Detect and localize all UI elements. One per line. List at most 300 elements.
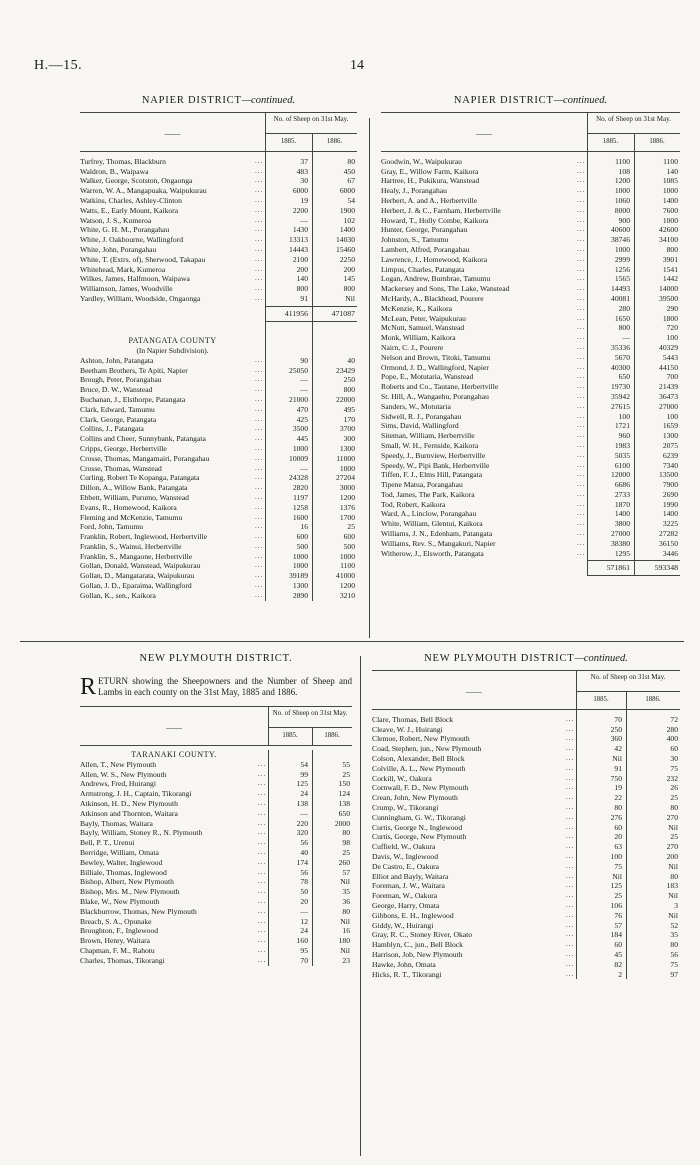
owner-name: Andrews, Fred, Huirangi: [80, 779, 156, 789]
sheep-1886: 3901: [662, 254, 678, 264]
sheep-1885: 800: [618, 323, 630, 333]
leader-dots: ...: [577, 538, 586, 547]
sheep-1886: 270: [666, 812, 678, 822]
year-1885: 1885.: [282, 731, 298, 739]
leader-dots: ...: [255, 434, 264, 443]
sheep-1885: 1983: [614, 440, 630, 450]
owner-name: Warren, W. A., Mangapuaka, Waipukurau: [80, 186, 207, 196]
owner-name: Hunter, George, Porangahau: [381, 225, 468, 235]
leader-dots: ...: [255, 424, 264, 433]
sheep-1885: 2820: [292, 483, 308, 493]
sheep-1886: 2000: [334, 818, 350, 828]
table-row: [372, 715, 680, 725]
owner-name: Evans, R., Homewood, Kaikora: [80, 502, 177, 512]
sheep-1885: —: [300, 808, 308, 818]
sheep-1886: 27204: [336, 473, 355, 483]
leader-dots: ...: [577, 303, 586, 312]
sheep-1886: 80: [670, 871, 678, 881]
table-row: [372, 764, 680, 774]
leader-dots: ...: [566, 900, 575, 909]
sheep-1886: 650: [338, 808, 350, 818]
owner-name: White, John, Porangahau: [80, 244, 157, 254]
sheep-1885: 100: [610, 851, 622, 861]
owner-name: Curtis, George N., Inglewood: [372, 822, 463, 832]
sheep-1886: Nil: [340, 945, 350, 955]
table-row: [372, 842, 680, 852]
sheep-1886: 11000: [336, 453, 355, 463]
owner-name: White, J. Oakbourne, Wallingford: [80, 235, 184, 245]
owner-name: Whitehead, Mark, Kumeroa: [80, 264, 166, 274]
leader-dots: ...: [577, 431, 586, 440]
sheep-1886: 15460: [336, 244, 355, 254]
leader-dots: ...: [577, 421, 586, 430]
header-dash: ——: [164, 128, 181, 138]
table-row: [80, 513, 357, 523]
sheep-1886: 40329: [659, 342, 678, 352]
sheep-1885: 3500: [292, 424, 308, 434]
table-row: [372, 970, 680, 980]
owner-name: Logan, Andrew, Burnbrae, Tamumu: [381, 274, 491, 284]
sheep-1886: 200: [666, 851, 678, 861]
table-row: [372, 891, 680, 901]
sheep-1886: 3700: [339, 424, 355, 434]
leader-dots: ...: [577, 499, 586, 508]
return-intro: [80, 673, 352, 700]
sheep-1885: 91: [614, 763, 622, 773]
owner-name: Dillon, A., Willow Bank, Patangata: [80, 483, 188, 493]
sheep-1885: 3800: [614, 519, 630, 529]
owner-name: Lambert, Alfred, Porangahau: [381, 244, 470, 254]
col-header: No. of Sheep on 31st May.: [596, 114, 671, 123]
sheep-1886: 36: [342, 896, 350, 906]
table-row: [372, 832, 680, 842]
sheep-1885: 1565: [614, 274, 630, 284]
sheep-1886: Nil: [668, 910, 678, 920]
sheep-1886: 7340: [662, 460, 678, 470]
owner-name: Clark, Edward, Tamumu: [80, 404, 155, 414]
year-1886: 1886.: [645, 695, 661, 703]
owner-name: St. Hill, A., Wangaehu, Porangahau: [381, 391, 489, 401]
table-row: [381, 402, 680, 412]
leader-dots: ...: [566, 763, 575, 772]
leader-dots: ...: [577, 176, 586, 185]
sheep-1885: 70: [614, 714, 622, 724]
owner-name: Armstrong, J. H., Captain, Tikorangi: [80, 789, 192, 799]
leader-dots: ...: [255, 551, 264, 560]
leader-dots: ...: [255, 235, 264, 244]
owner-name: George, Harry, Omata: [372, 900, 440, 910]
header-dash: ——: [476, 128, 492, 138]
owner-name: Gray, R. C., Stoney River, Okato: [372, 930, 473, 940]
leader-dots: ...: [258, 808, 267, 817]
sheep-1885: 8000: [614, 205, 630, 215]
leader-dots: ...: [258, 769, 267, 778]
leader-dots: ...: [258, 857, 267, 866]
table-row: [80, 395, 357, 405]
sheep-1885: —: [300, 463, 308, 473]
leader-dots: ...: [255, 590, 264, 599]
sheep-1886: 40: [347, 355, 355, 365]
leader-dots: ...: [255, 274, 264, 283]
sheep-1886: 36473: [659, 391, 678, 401]
leader-dots: ...: [577, 352, 586, 361]
sheep-1886: 41000: [336, 571, 355, 581]
sheep-1886: 290: [666, 303, 678, 313]
leader-dots: ...: [255, 254, 264, 263]
table-row: [80, 946, 352, 956]
table-row: [381, 431, 680, 441]
leader-dots: ...: [255, 404, 264, 413]
sheep-1885: 2999: [614, 254, 630, 264]
sheep-1886: Nil: [668, 861, 678, 871]
leader-dots: ...: [255, 571, 264, 580]
leader-dots: ...: [255, 492, 264, 501]
sheep-1885: 56: [300, 867, 308, 877]
table-row: [80, 415, 357, 425]
sheep-1885: 1060: [614, 195, 630, 205]
leader-dots: ...: [258, 838, 267, 847]
sheep-1885: 19: [300, 195, 308, 205]
table-row: [80, 157, 357, 167]
col-header: No. of Sheep on 31st May.: [272, 708, 348, 717]
sheep-1886: Nil: [340, 877, 350, 887]
sheep-1886: 42600: [659, 225, 678, 235]
total-1886: 593348: [654, 563, 678, 573]
sheep-1886: 21439: [659, 382, 678, 392]
leader-dots: ...: [566, 930, 575, 939]
leader-dots: ...: [258, 759, 267, 768]
header-rule: [265, 133, 357, 134]
sheep-1885: 12000: [611, 470, 630, 480]
table-row: [381, 441, 680, 451]
table-row: [80, 235, 357, 245]
sheep-1885: 20: [300, 896, 308, 906]
table-row: [372, 872, 680, 882]
owner-name: McLean, Peter, Waipukurau: [381, 313, 466, 323]
sheep-1886: 183: [666, 881, 678, 891]
sheep-1886: 1700: [339, 512, 355, 522]
sheep-1886: 80: [670, 802, 678, 812]
owner-name: Harrison, Job, New Plymouth: [372, 949, 463, 959]
sheep-1885: 6000: [292, 186, 308, 196]
table-row: [80, 799, 352, 809]
leader-dots: ...: [577, 372, 586, 381]
sheep-1885: 1295: [614, 548, 630, 558]
owner-name: Hicks, R. T., Tikorangi: [372, 969, 442, 979]
table-row: [381, 245, 680, 255]
owner-name: Berridge, William, Omata: [80, 847, 159, 857]
sheep-1886: 3210: [339, 590, 355, 600]
sheep-1885: 1600: [292, 512, 308, 522]
table-row: [80, 542, 357, 552]
table-row: [80, 245, 357, 255]
leader-dots: ...: [255, 414, 264, 423]
leader-dots: ...: [566, 949, 575, 958]
sheep-1885: 24: [300, 789, 308, 799]
table-row: [381, 382, 680, 392]
sheep-1885: 280: [618, 303, 630, 313]
sheep-1885: 320: [296, 828, 308, 838]
owner-name: Colville, A. L., New Plymouth: [372, 763, 466, 773]
table-row: [381, 186, 680, 196]
owner-name: Colson, Alexander, Bell Block: [372, 753, 465, 763]
leader-dots: ...: [577, 313, 586, 322]
owner-name: Cripps, George, Herbertville: [80, 443, 167, 453]
table-header: [381, 112, 680, 152]
sheep-1886: 270: [666, 842, 678, 852]
table-row: [80, 552, 357, 562]
sheep-1886: 80: [342, 828, 350, 838]
table-row: [381, 363, 680, 373]
owner-name: Speedy, W., Pipi Bank, Herbertville: [381, 460, 490, 470]
table-row: [80, 571, 357, 581]
leader-dots: ...: [258, 847, 267, 856]
leader-dots: ...: [255, 156, 264, 165]
leader-dots: ...: [258, 818, 267, 827]
table-row: [80, 789, 352, 799]
sheep-1886: 23: [342, 955, 350, 965]
sheep-1885: 750: [610, 773, 622, 783]
sheep-1886: 13500: [659, 470, 678, 480]
sheep-1886: 720: [666, 323, 678, 333]
new-plymouth-left-column: [80, 654, 352, 966]
owner-name: White, T. (Extrs. of), Sherwood, Takapau: [80, 254, 206, 264]
sheep-1886: 80: [342, 906, 350, 916]
sheep-1886: Nil: [340, 916, 350, 926]
sheep-1886: Nil: [668, 822, 678, 832]
section-title-continued: —continued.: [241, 95, 296, 106]
owner-name: Collins, J., Patangata: [80, 424, 144, 434]
leader-dots: ...: [255, 355, 264, 364]
table-body: [372, 710, 680, 980]
sheep-1885: 1256: [614, 264, 630, 274]
leader-dots: ...: [577, 342, 586, 351]
year-1886: 1886.: [324, 731, 340, 739]
sheep-1885: 57: [614, 920, 622, 930]
owner-name: Bayly, William, Stoney R., N. Plymouth: [80, 828, 203, 838]
sheep-1886: 170: [343, 414, 355, 424]
leader-dots: ...: [258, 906, 267, 915]
owner-name: Cunningham, G. W., Tikorangi: [372, 812, 466, 822]
leader-dots: ...: [255, 385, 264, 394]
sheep-1886: 57: [342, 867, 350, 877]
table-row: [381, 343, 680, 353]
table-row: [381, 519, 680, 529]
sheep-1885: —: [300, 906, 308, 916]
sheep-1885: 2733: [614, 489, 630, 499]
owner-name: Hawke, John, Omata: [372, 959, 436, 969]
sheep-1886: 22000: [336, 394, 355, 404]
table-row: [381, 157, 680, 167]
totals-row: [587, 560, 680, 576]
leader-dots: ...: [566, 959, 575, 968]
owner-name: McNutt, Samuel, Wanstead: [381, 323, 465, 333]
sheep-1886: 1400: [662, 195, 678, 205]
table-row: [381, 314, 680, 324]
owner-name: Billiale, Thomas, Inglewood: [80, 867, 167, 877]
header-dash: ——: [466, 686, 482, 696]
sheep-1886: 35: [670, 930, 678, 940]
sheep-1886: 72: [670, 714, 678, 724]
sheep-1885: 90: [300, 355, 308, 365]
county-heading: TARANAKI COUNTY.: [131, 749, 217, 759]
sheep-1886: 25: [670, 832, 678, 842]
table-row: [80, 868, 352, 878]
sheep-1886: 495: [343, 404, 355, 414]
leader-dots: ...: [566, 940, 575, 949]
sheep-1885: 2: [618, 969, 622, 979]
table-row: [372, 754, 680, 764]
sheep-1885: 56: [300, 838, 308, 848]
sheep-1885: 1870: [614, 499, 630, 509]
owner-name: Gollan, Donald, Wanstead, Waipukurau: [80, 561, 201, 571]
napier-left-column: [80, 96, 357, 601]
owner-name: Fleming and McKenzie, Tamumu: [80, 512, 183, 522]
owner-name: Gollan, D., Mangatarata, Waipukurau: [80, 571, 195, 581]
leader-dots: ...: [577, 519, 586, 528]
owner-name: Bruce, D. W., Wanstead: [80, 385, 153, 395]
owner-name: Bell, P. T., Urenui: [80, 838, 135, 848]
leader-dots: ...: [255, 284, 264, 293]
table-row: [381, 333, 680, 343]
owner-name: Watkins, Charles, Ashley-Clinton: [80, 195, 182, 205]
sheep-1885: Nil: [612, 871, 622, 881]
owner-name: Cornwall, F. D., New Plymouth: [372, 783, 469, 793]
intro-text: ETURN showing the Sheepowners and the Number of Sheep and Lambs in each county on the 31st May, 1885 and 1886.: [98, 675, 352, 697]
section-title-continued: —continued.: [553, 95, 608, 106]
owner-name: Foreman, W., Oakura: [372, 891, 438, 901]
sheep-1885: 125: [296, 779, 308, 789]
table-row: [381, 392, 680, 402]
sheep-1885: 108: [618, 166, 630, 176]
table-row: [381, 490, 680, 500]
sheep-1886: 124: [338, 789, 350, 799]
sheep-1885: 1300: [292, 581, 308, 591]
sheep-1886: 3225: [662, 519, 678, 529]
sheep-1885: 25: [614, 891, 622, 901]
table-row: [80, 176, 357, 186]
sheep-1886: 54: [347, 195, 355, 205]
sheep-1886: 6000: [339, 186, 355, 196]
owner-name: Atkinson, H. D., New Plymouth: [80, 798, 178, 808]
table-header: [80, 112, 357, 152]
sheep-1886: 5443: [662, 352, 678, 362]
sheep-1886: 1800: [662, 313, 678, 323]
sheep-1885: 2200: [292, 205, 308, 215]
table-row: [80, 454, 357, 464]
sheep-1886: 3: [674, 900, 678, 910]
table-row: [80, 366, 357, 376]
table-row: [381, 451, 680, 461]
table-row: [80, 225, 357, 235]
sheep-1886: 1300: [339, 443, 355, 453]
sheep-1885: 25050: [289, 365, 308, 375]
leader-dots: ...: [255, 443, 264, 452]
section-title-text: NAPIER DISTRICT: [141, 95, 242, 106]
table-row: [80, 255, 357, 265]
sheep-1886: 25: [342, 769, 350, 779]
sheep-1885: 40300: [611, 362, 630, 372]
sheep-1885: 500: [296, 541, 308, 551]
owner-name: Brough, Peter, Porangahau: [80, 375, 162, 385]
sheep-1886: 75: [670, 763, 678, 773]
sheep-1886: 2075: [662, 440, 678, 450]
leader-dots: ...: [577, 195, 586, 204]
county-subheading: (In Napier Subdivision).: [136, 345, 209, 355]
leader-dots: ...: [566, 881, 575, 890]
leader-dots: ...: [566, 753, 575, 762]
owner-name: Curling, Robert Te Kopanga, Patangata: [80, 473, 200, 483]
table-row: [80, 434, 357, 444]
year-1885: 1885.: [593, 695, 609, 703]
leader-dots: ...: [258, 789, 267, 798]
sheep-1886: 23429: [336, 365, 355, 375]
leader-dots: ...: [566, 783, 575, 792]
leader-dots: ...: [566, 842, 575, 851]
table-row: [381, 372, 680, 382]
leader-dots: ...: [255, 581, 264, 590]
owner-name: Gollan, J. D., Eparaima, Wallingford: [80, 581, 192, 591]
sheep-1886: 44150: [659, 362, 678, 372]
sheep-1885: 2890: [292, 590, 308, 600]
sheep-1885: 27000: [611, 529, 630, 539]
owner-name: Chapman, F. M., Rahotu: [80, 945, 155, 955]
sheep-1885: 20: [614, 832, 622, 842]
sheep-1885: 14493: [611, 284, 630, 294]
owner-name: Allen, W. S., New Plymouth: [80, 769, 167, 779]
leader-dots: ...: [258, 936, 267, 945]
leader-dots: ...: [577, 480, 586, 489]
table-row: [80, 819, 352, 829]
sheep-1886: 36150: [659, 538, 678, 548]
sheep-1885: 19730: [611, 382, 630, 392]
sheep-1885: 445: [296, 434, 308, 444]
owner-name: Williams, J. N., Edenham, Patangata: [381, 529, 493, 539]
leader-dots: ...: [255, 186, 264, 195]
leader-dots: ...: [577, 166, 586, 175]
sheep-1886: 300: [343, 434, 355, 444]
sheep-1885: 42: [614, 744, 622, 754]
owner-name: Speedy, J., Burnview, Herbertville: [381, 450, 486, 460]
leader-dots: ...: [566, 773, 575, 782]
owner-name: Yardley, William, Woodside, Ongaonga: [80, 293, 201, 303]
table-row: [80, 483, 357, 493]
owner-name: Sidwell, R. J., Porangahau: [381, 411, 462, 421]
sheep-1886: 3000: [339, 483, 355, 493]
sheep-1885: 14443: [289, 244, 308, 254]
owner-name: Witherow, J., Elsworth, Patangata: [381, 548, 484, 558]
sheep-1885: 40: [300, 847, 308, 857]
year-1886: 1886.: [326, 137, 343, 145]
leader-dots: ...: [577, 440, 586, 449]
sheep-1885: 6100: [614, 460, 630, 470]
table-row: [80, 897, 352, 907]
leader-dots: ...: [566, 910, 575, 919]
owner-name: Ormond, J. D., Wallingford, Napier: [381, 362, 489, 372]
owner-name: Walker, George, Scotston, Ongaonga: [80, 176, 193, 186]
sheep-1885: 1000: [292, 443, 308, 453]
sheep-1885: 200: [296, 264, 308, 274]
owner-name: Watson, J. S., Kumeroa: [80, 215, 152, 225]
table-row: [80, 561, 357, 571]
header-rule: [587, 133, 680, 134]
intro-drop-cap: R: [80, 673, 97, 700]
owner-name: Breach, S. A., Opunake: [80, 916, 152, 926]
table-row: [80, 284, 357, 294]
leader-dots: ...: [255, 463, 264, 472]
owner-name: Atkinson and Thornton, Waitara: [80, 808, 178, 818]
header-dash: ——: [166, 722, 182, 732]
